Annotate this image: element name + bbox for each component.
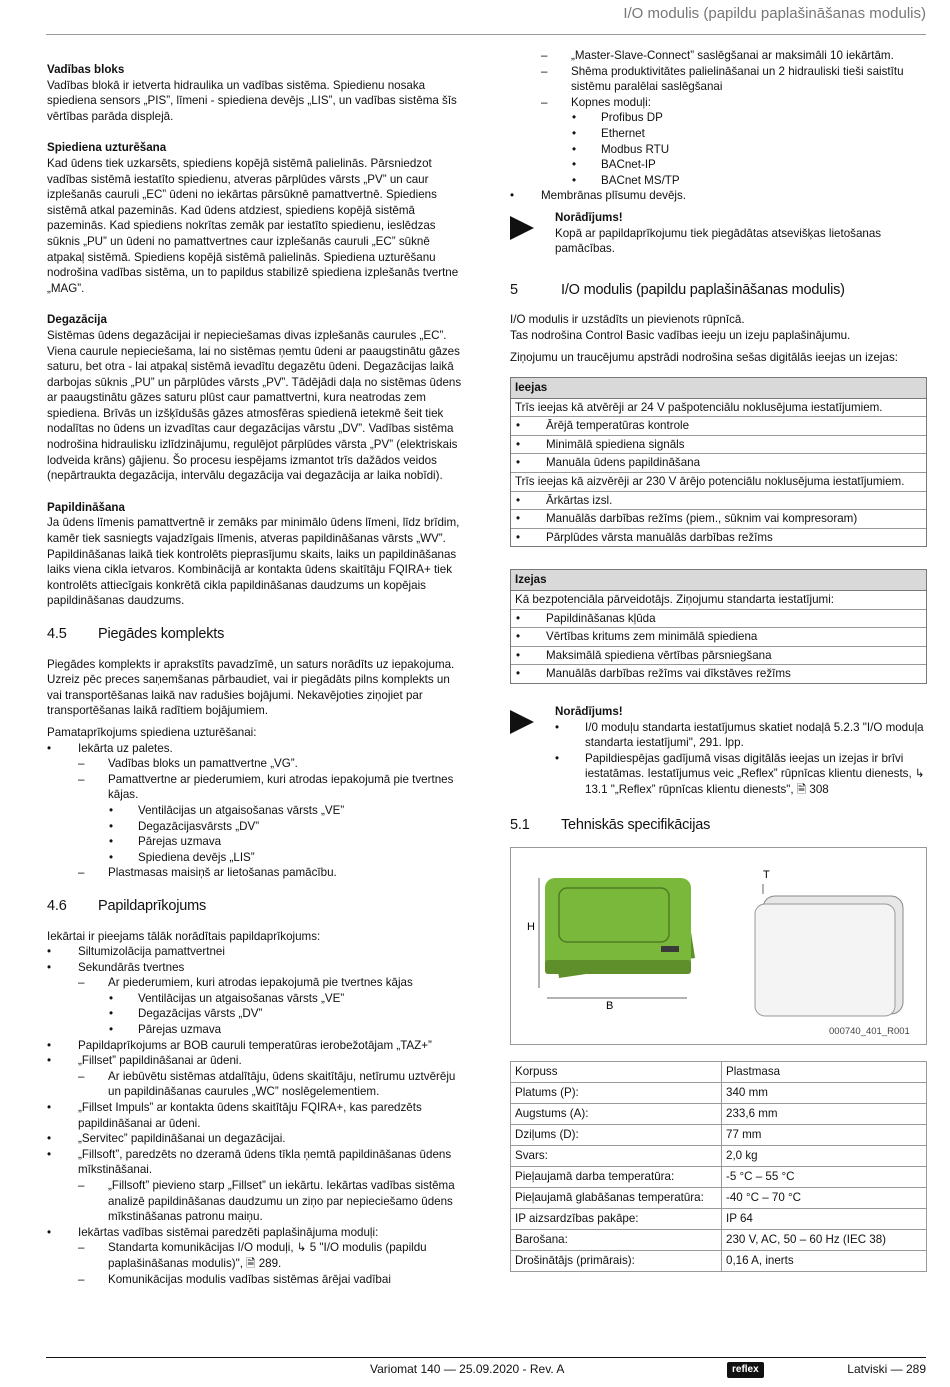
label-t: T bbox=[763, 869, 770, 882]
list-item: – Pamattvertne ar piederumiem, kuri atrodas iepakojumā pie tvertnes kājas. bbox=[47, 772, 465, 803]
list-item: • Papildaprīkojums ar BOB cauruli temperatūras ierobežotājam „TAZ+” bbox=[47, 1038, 465, 1054]
paragraph: Piegādes komplekts ir aprakstīts pavadzīmē, un saturs norādīts uz iepakojuma. Uzreiz pēc preces saņemšanas pārbaudiet, vai ir piegādāts pilns komplekts un vai transportēšanas laikā nav radušies bojājumi. Nekavējoties ziņojiet par transportēšanas laikā radītiem bojājumiem. bbox=[47, 657, 455, 718]
spec-row bbox=[511, 1251, 927, 1272]
outputs-line: Kā bezpotenciāla pārveidotājs. Ziņojumu standarta iestatījumi: bbox=[511, 591, 926, 610]
brand-logo: reflex bbox=[727, 1362, 764, 1378]
list-item: • „Fillsoft”, paredzēts no dzeramā ūdens tīkla ņemtā papildināšanas ūdens mīkstināšanai. bbox=[47, 1147, 465, 1178]
module-base bbox=[545, 960, 691, 974]
list-item: – Komunikācijas modulis vadības sistēmas ārējai vadībai bbox=[47, 1272, 465, 1288]
spec-label: Pieļaujamā darba temperatūra: bbox=[511, 1167, 722, 1188]
spec-row bbox=[511, 1062, 927, 1083]
output-item: • Maksimālā spiediena vērtības pārsniegšana bbox=[511, 647, 926, 666]
list-item: • Iekārta uz paletes. bbox=[47, 741, 465, 757]
spec-label: Dziļums (D): bbox=[511, 1125, 722, 1146]
running-header: I/O modulis (papildu paplašināšanas modulis) bbox=[623, 5, 926, 22]
spec-label: Platums (P): bbox=[511, 1083, 722, 1104]
module-illustration bbox=[511, 848, 926, 1042]
input-item: • Manuālās darbības režīms (piem., sūknim vai kompresoram) bbox=[511, 510, 926, 529]
input-item: • Minimālā spiediena signāls bbox=[511, 436, 926, 455]
list-item: • Pārejas uzmava bbox=[47, 1022, 465, 1038]
spec-label: Drošinātājs (primārais): bbox=[511, 1251, 722, 1272]
label-h: H bbox=[527, 921, 535, 934]
spec-value: -40 °C – 70 °C bbox=[722, 1188, 927, 1209]
heading-5: 5 I/O modulis (papildu paplašināšanas modulis) bbox=[510, 281, 845, 298]
list-item: • Pārejas uzmava bbox=[47, 834, 465, 850]
outputs-title: Izejas bbox=[511, 570, 926, 591]
list-item: • Modbus RTU bbox=[510, 142, 927, 158]
heading-4-5: 4.5 Piegādes komplekts bbox=[47, 626, 225, 642]
spec-row bbox=[511, 1125, 927, 1146]
spec-row bbox=[511, 1146, 927, 1167]
list-item: • „Servitec” papildināšanai un degazācijai. bbox=[47, 1131, 465, 1147]
spec-value: 233,6 mm bbox=[722, 1104, 927, 1125]
paragraph: Tas nodrošina Control Basic vadības ieeju un izeju paplašinājumu. bbox=[510, 328, 851, 342]
list-item: • Ventilācijas un atgaisošanas vārsts „VE” bbox=[47, 803, 465, 819]
list-item: • BACnet MS/TP bbox=[510, 173, 927, 189]
spec-label: Korpuss bbox=[511, 1062, 722, 1083]
paragraph: Sistēmas ūdens degazācijai ir nepieciešamas divas izplešanās caurules „EC”. Viena caurule nepieciešama, lai no sistēmas ņemtu ūdeni ar paaugstinātu gāzes saturu, bet otra - lai atpakaļ sistēmā ievadītu degazētu ūdeni. Degazācijas laikā darbojas sūknis „PU” un pārplūdes vārsts „PV”. Tādējādi daļa no sistēmas ūdens ar paaugstinātu gāzes saturu plūst caur pamattvertni, kura neatrodas zem spiediena. Brīvās un izšķīdušās gāzes atmosfēras spiedienā ietekmē šeit tiek nodalītas no ūdens un izvadītas caur degazācijas vārstu „DV”. Vadības sistēma nodrošina hidraulisku izlīdzinājumu, regulējot pārplūdes vārsta „PV” (elektriskais lodveida krāns) gājienu. Šo procesu iespējams izmantot trīs dažādos veidos (nepārtraukta degazācija, intervālu degazācija vai degazācija ar laika nobīdi). bbox=[47, 328, 462, 483]
list-item: • „Fillset Impuls” ar kontakta ūdens skaitītāju FQIRA+, kas paredzēts papildināšanai ar ūdeni. bbox=[47, 1100, 465, 1131]
spec-label: Pieļaujamā glabāšanas temperatūra: bbox=[511, 1188, 722, 1209]
spec-row bbox=[511, 1083, 927, 1104]
spec-value: 340 mm bbox=[722, 1083, 927, 1104]
section-title-refill: Papildināšana bbox=[47, 500, 125, 514]
spec-value: IP 64 bbox=[722, 1209, 927, 1230]
list-item: • „Fillset” papildināšanai ar ūdeni. bbox=[47, 1053, 465, 1069]
note-title: Norādījums! bbox=[555, 705, 623, 718]
right-column bbox=[510, 48, 927, 1272]
spec-row bbox=[511, 1230, 927, 1251]
note-box bbox=[510, 210, 927, 257]
paragraph: Vadības blokā ir ietverta hidraulika un vadības sistēma. Spiedienu nosaka spiediena sensors „PIS”, līmeni - spiediena devējs „LIS”, un vadības sistēma šīs vērtības parāda displejā. bbox=[47, 78, 457, 123]
list-item: – Shēma produktivitātes palielināšanai un 2 hidrauliski tieši saistītu sistēmu paralēlai saslēgšanai bbox=[510, 64, 927, 95]
list-item: – Kopnes moduļi: bbox=[510, 95, 927, 111]
list-item: • Sekundārās tvertnes bbox=[47, 960, 465, 976]
section-title-control-unit: Vadības bloks bbox=[47, 63, 125, 76]
paragraph: Pamataprīkojums spiediena uzturēšanai: bbox=[47, 725, 257, 739]
paragraph: Kad ūdens tiek uzkarsēts, spiediens kopējā sistēmā palielinās. Pārsniedzot vadības sistēmā iestatīto spiedienu, atveras pārplūdes vārsts „PV” un caur izplešanās cauruli „EC” ūdeni no iekārtas pārsūknē pamattvertnē. Spiediens sistēmā atkal pazeminās. Kad ūdens atdziest, spiediens kopējā sistēmā pazeminās. Kad spiediens nokrītas zemāk par iestatīto spiedienu, ieslēdzas sūknis „PU” un ūdeni no pamattvertnes caur izplešanās cauruli „EC” sūknē atpakaļ sistēmā. Spiediens kopējā sistēmā palielinās. Spiediena uzturēšanu nodrošina vadības sistēma, un to papildus stabilizē spiediena izplešanās tvertne „MAG”. bbox=[47, 156, 459, 295]
heading-5-1: 5.1 Tehniskās specifikācijas bbox=[510, 816, 711, 833]
list-item: – „Fillsoft” pievieno starp „Fillset” un iekārtu. Iekārtas vadības sistēma analizē papildināšanas daudzumu un ziņo par nepieciešamo ūdens mīkstināšanas patronu maiņu. bbox=[47, 1178, 465, 1225]
note-arrow-icon bbox=[510, 216, 534, 240]
list-item: • Membrānas plīsumu devējs. bbox=[510, 188, 927, 204]
list-item: • Ethernet bbox=[510, 126, 927, 142]
spec-label: Svars: bbox=[511, 1146, 722, 1167]
header-divider bbox=[46, 34, 926, 35]
paragraph: Ja ūdens līmenis pamattvertnē ir zemāks par minimālo ūdens līmeni, līdz brīdim, kamēr tiek sasniegts vajadzīgais līmenis, atveras papildināšanas vārsts „WV”. Papildināšanas laikā tiek kontrolēts pieprasījumu skaits, laiks un papildināšanas laiks viena cikla ietvaros. Kombinācijā ar kontakta ūdens skaitītāju FQIRA+ tiek kontrolēts attiecīgais konkrētā cikla papildināšanas daudzums un kopējais papildināšanas daudzums. bbox=[47, 516, 460, 608]
list-item: • Degazācijasvārsts „DV” bbox=[47, 819, 465, 835]
footer-divider bbox=[46, 1357, 926, 1358]
spec-label: Augstums (A): bbox=[511, 1104, 722, 1125]
list-item: • Iekārtas vadības sistēmai paredzēti paplašinājuma moduļi: bbox=[47, 1225, 465, 1241]
list-item: • Degazācijas vārsts „DV” bbox=[47, 1006, 465, 1022]
list-item: – Ar piederumiem, kuri atrodas iepakojumā pie tvertnes kājas bbox=[47, 975, 465, 991]
input-item: • Ārējā temperatūras kontrole bbox=[511, 417, 926, 436]
module-side-front bbox=[755, 904, 895, 1016]
accessories-list bbox=[47, 944, 465, 1287]
spec-label: IP aizsardzības pakāpe: bbox=[511, 1209, 722, 1230]
spec-label: Barošana: bbox=[511, 1230, 722, 1251]
left-column bbox=[47, 62, 465, 1287]
input-item: • Ārkārtas izsl. bbox=[511, 492, 926, 511]
section-title-degassing: Degazācija bbox=[47, 313, 107, 327]
note-title: Norādījums! bbox=[555, 210, 623, 224]
inputs-title: Ieejas bbox=[511, 378, 926, 399]
spec-value: -5 °C – 55 °C bbox=[722, 1167, 927, 1188]
accessories-list-continued bbox=[510, 48, 927, 204]
spec-row bbox=[511, 1104, 927, 1125]
note-arrow-icon bbox=[510, 710, 534, 734]
list-item: – Ar iebūvētu sistēmas atdalītāju, ūdens skaitītāju, netīrumu uztvērēju un papildināšanas caurules „WC” noslēgelementiem. bbox=[47, 1069, 465, 1100]
list-item: – Standarta komunikācijas I/O moduļi, ↳ 5 "I/O modulis (papildu paplašināšanas modulis)", 🗎 289. bbox=[47, 1240, 465, 1271]
input-item: • Pārplūdes vārsta manuālās darbības režīms bbox=[511, 529, 926, 547]
inputs-line: Trīs ieejas kā atvērēji ar 24 V pašpotenciālu noklusējuma iestatījumiem. bbox=[511, 399, 926, 418]
list-item: • Siltumizolācija pamattvertnei bbox=[47, 944, 465, 960]
paragraph: Iekārtai ir pieejams tālāk norādītais papildaprīkojums: bbox=[47, 929, 321, 943]
figure-code: 000740_401_R001 bbox=[829, 1026, 910, 1038]
delivery-list bbox=[47, 741, 465, 881]
paragraph: I/O modulis ir uzstādīts un pievienots rūpnīcā. bbox=[510, 313, 745, 327]
heading-4-6: 4.6 Papildaprīkojums bbox=[47, 897, 207, 914]
paragraph: Ziņojumu un traucējumu apstrādi nodrošina sešas digitālās ieejas un izejas: bbox=[510, 350, 898, 364]
label-b: B bbox=[606, 1000, 614, 1013]
spec-table bbox=[510, 1061, 927, 1272]
output-item: • Papildināšanas kļūda bbox=[511, 610, 926, 629]
spec-value: 2,0 kg bbox=[722, 1146, 927, 1167]
list-item: • BACnet-IP bbox=[510, 157, 927, 173]
spec-row bbox=[511, 1167, 927, 1188]
module-figure bbox=[510, 847, 927, 1045]
spec-value: 0,16 A, inerts bbox=[722, 1251, 927, 1272]
input-item: • Manuāla ūdens papildināšana bbox=[511, 454, 926, 473]
output-item: • Vērtības kritums zem minimālā spiediena bbox=[511, 628, 926, 647]
spec-value: 77 mm bbox=[722, 1125, 927, 1146]
list-item: • Spiediena devējs „LIS” bbox=[47, 850, 465, 866]
spec-value: 230 V, AC, 50 – 60 Hz (IEC 38) bbox=[722, 1230, 927, 1251]
inputs-line: Trīs ieejas kā aizvērēji ar 230 V ārējo potenciālu noklusējuma iestatījumiem. bbox=[511, 473, 926, 492]
note-item: • I/0 moduļu standarta iestatījumus skatiet nodaļā 5.2.3 "I/O moduļa standarta iestatījumi", 291. lpp. bbox=[555, 720, 927, 751]
spec-row bbox=[511, 1209, 927, 1230]
list-item: • Ventilācijas un atgaisošanas vārsts „VE” bbox=[47, 991, 465, 1007]
note-item: • Papildiespējas gadījumā visas digitālās ieejas un izejas ir brīvi iestatāmas. Iestatījumus veic „Reflex” rūpnīcas klientu dienests, ↳ 13.1 "„Reflex” rūpnīcas klientu dienests", 🗎 308 bbox=[555, 751, 927, 798]
note-box-2 bbox=[510, 704, 927, 798]
list-item: – Plastmasas maisiņš ar lietošanas pamācību. bbox=[47, 865, 465, 881]
output-item: • Manuālās darbības režīms vai dīkstāves režīms bbox=[511, 665, 926, 683]
section-title-pressure: Spiediena uzturēšana bbox=[47, 141, 167, 155]
list-item: • Profibus DP bbox=[510, 110, 927, 126]
note-text: Kopā ar papildaprīkojumu tiek piegādātas atsevišķas lietošanas pamācības. bbox=[555, 226, 882, 256]
outputs-box bbox=[510, 569, 927, 684]
footer-center: Variomat 140 — 25.09.2020 - Rev. A bbox=[370, 1362, 565, 1376]
spec-row bbox=[511, 1188, 927, 1209]
inputs-box bbox=[510, 377, 927, 547]
page-number: Latviski — 289 bbox=[847, 1362, 926, 1376]
list-item: – „Master-Slave-Connect” saslēgšanai ar maksimāli 10 iekārtām. bbox=[510, 48, 927, 64]
spec-value: Plastmasa bbox=[722, 1062, 927, 1083]
list-item: – Vadības bloks un pamattvertne „VG”. bbox=[47, 756, 465, 772]
brand-badge bbox=[661, 946, 679, 952]
